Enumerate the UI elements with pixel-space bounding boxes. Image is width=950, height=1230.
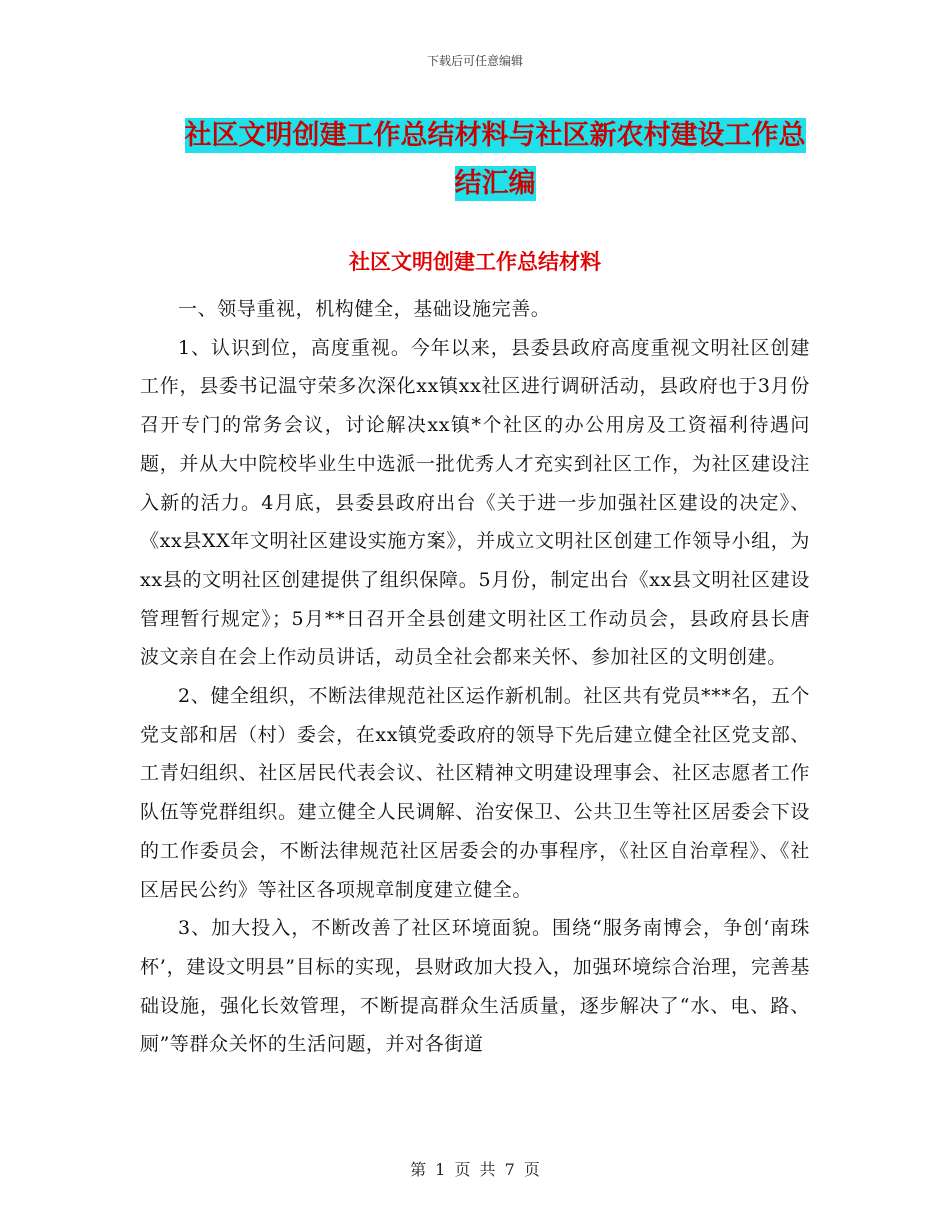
paragraph: 2、健全组织，不断法律规范社区运作新机制。社区共有党员***名，五个党支部和居（村）委会，在xx镇党委政府的领导下先后建立健全社区党支部、工青妇组织、社区居民代表会议、社区精神文明建设理事会、社区志愿者工作队伍等党群组织。建立健全人民调解、治安保卫、公共卫生等社区居委会下设的工作委员会，不断法律规范社区居委会的办事程序，《社区自治章程》、《社区居民公约》等社区各项规章制度建立健全。 [140, 685, 810, 901]
document-title [180, 112, 810, 208]
paragraph: 一、领导重视，机构健全，基础设施完善。 [178, 298, 551, 320]
page-header-note: 下载后可任意编辑 [426, 54, 523, 68]
document-title-text: 社区文明创建工作总结材料与社区新农村建设工作总结汇编 [184, 120, 806, 199]
paragraph: 1、认识到位，高度重视。今年以来，县委县政府高度重视文明社区创建工作，县委书记温守荣多次深化xx镇xx社区进行调研活动，县政府也于3月份召开专门的常务会议，讨论解决xx镇*个社区的办公用房及工资福利待遇问题，并从大中院校毕业生中选派一批优秀人才充实到社区工作，为社区建设注入新的活力。4月底，县委县政府出台《关于进一步加强社区建设的决定》、《xx县XX年文明社区建设实施方案》，并成立文明社区创建工作领导小组，为xx县的文明社区创建提供了组织保障。5月份，制定出台《xx县文明社区建设管理暂行规定》；5月**日召开全县创建文明社区工作动员会，县政府县长唐波文亲自在会上作动员讲话，动员全社会都来关怀、参加社区的文明创建。 [140, 336, 810, 669]
paragraph: 3、加大投入，不断改善了社区环境面貌。围绕“服务南博会，争创‘南珠杯’，建设文明县”目标的实现，县财政加大投入，加强环境综合治理，完善基础设施，强化长效管理，不断提高群众生活质量，逐步解决了“水、电、路、厕”等群众关怀的生活问题，并对各街道 [140, 917, 810, 1056]
page-number-footer: 第 1 页 共 7 页 [410, 1160, 540, 1179]
section-title: 社区文明创建工作总结材料 [349, 250, 601, 274]
body-text [140, 290, 810, 1064]
